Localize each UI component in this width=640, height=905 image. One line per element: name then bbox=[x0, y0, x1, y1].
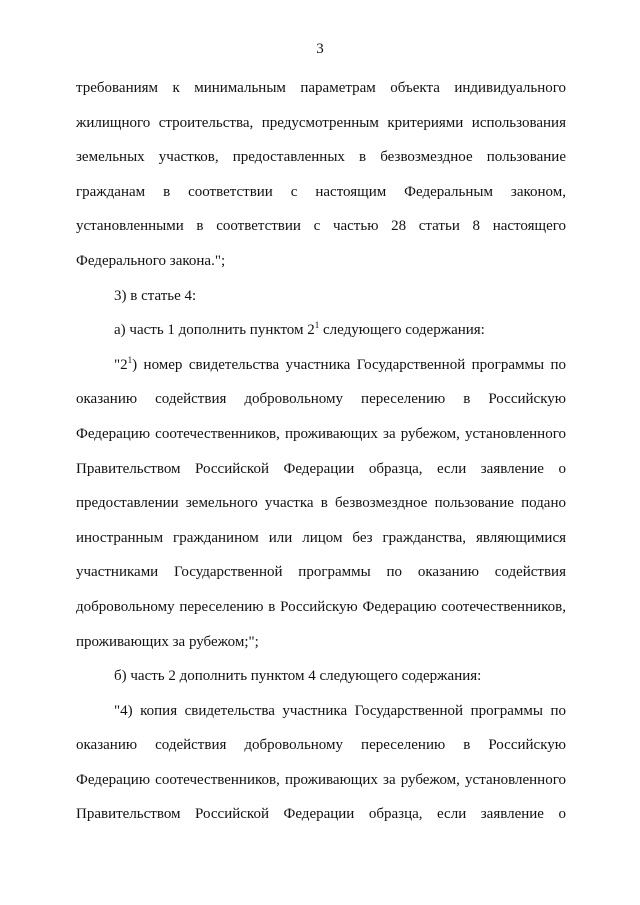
text-line: Федерального закона."; bbox=[76, 252, 226, 269]
text-line: требованиям к минимальным параметрам объекта индивидуального bbox=[76, 80, 566, 96]
text-line: установленными в соответствии с частью 28 статьи 8 настоящего bbox=[76, 218, 566, 235]
text-line: участниками Государственной программы по оказанию содействия bbox=[76, 564, 566, 581]
text-fragment: а) часть 1 дополнить пунктом 2 bbox=[114, 322, 315, 339]
sub-item-b: б) часть 2 дополнить пунктом 4 следующего содержания: bbox=[114, 668, 482, 685]
superscript: 1 bbox=[127, 354, 133, 365]
document-body bbox=[76, 71, 566, 832]
quoted-item-start: "4) копия свидетельства участника Государственной программы по bbox=[114, 702, 566, 719]
text-line: гражданам в соответствии с настоящим Федеральным законом, bbox=[76, 183, 566, 200]
text-fragment: "2 bbox=[114, 356, 128, 373]
text-line: оказанию содействия добровольному переселению в Российскую bbox=[76, 737, 566, 754]
text-fragment: следующего содержания: bbox=[323, 322, 485, 339]
text-line: Правительством Российской Федерации образца, если заявление о bbox=[76, 460, 566, 477]
text-line: Правительством Российской Федерации образца, если заявление о bbox=[76, 806, 566, 823]
text-line: Федерацию соотечественников, проживающих за рубежом, установленного bbox=[76, 425, 566, 442]
text-fragment: ) номер свидетельства участника Государственной программы по bbox=[132, 356, 566, 373]
list-item-3: 3) в статье 4: bbox=[114, 287, 197, 304]
text-line: проживающих за рубежом;"; bbox=[76, 633, 259, 650]
text-line: жилищного строительства, предусмотренным критериями использования bbox=[76, 114, 566, 131]
sub-item-a bbox=[76, 313, 566, 348]
text-line: предоставлении земельного участка в безвозмездное пользование подано bbox=[76, 495, 566, 512]
text-line: добровольному переселению в Российскую Федерацию соотечественников, bbox=[76, 598, 566, 615]
quoted-item-start bbox=[76, 348, 566, 383]
superscript: 1 bbox=[314, 320, 320, 331]
text-line: иностранным гражданином или лицом без гражданства, являющимися bbox=[76, 529, 566, 546]
text-line: земельных участков, предоставленных в безвозмездное пользование bbox=[76, 149, 566, 166]
text-line: оказанию содействия добровольному переселению в Российскую bbox=[76, 391, 566, 408]
text-line: Федерацию соотечественников, проживающих за рубежом, установленного bbox=[76, 771, 566, 788]
page-number: 3 bbox=[316, 41, 324, 57]
